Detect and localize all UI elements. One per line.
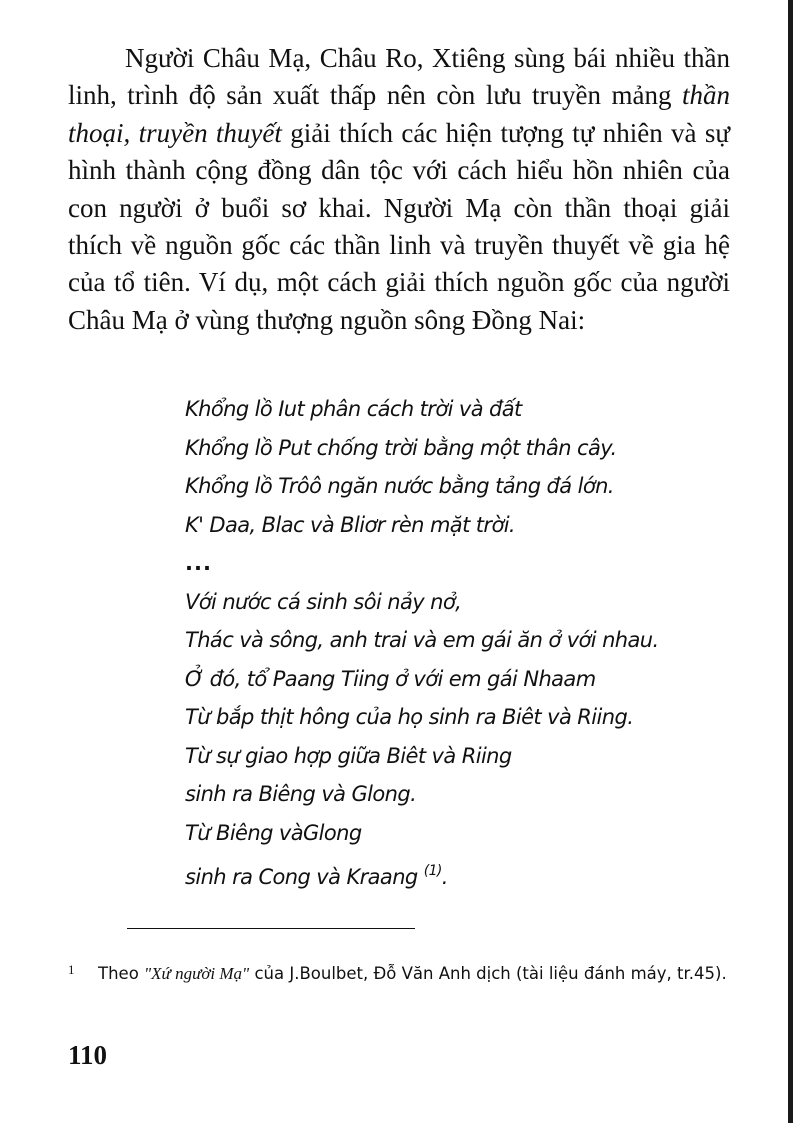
footnote-reference[interactable]: (1) xyxy=(423,863,442,879)
footnote-marker: 1 xyxy=(68,962,75,977)
poem-ellipsis: ... xyxy=(185,551,212,575)
poem-line: K' Daa, Blac và Bliơr rèn mặt trời. xyxy=(185,512,516,537)
paragraph-italic-phrase: thần thoại, truyền thuyết xyxy=(68,80,730,148)
poem-line: Khổng lồ Trôô ngăn nước bằng tảng đá lớn. xyxy=(185,474,614,498)
poem-last-line-end: . xyxy=(441,865,448,889)
footnote-text-start: Theo xyxy=(98,964,145,983)
paragraph-text-end: giải thích các hiện tượng tự nhiên và sự hình thành cộng đồng dân tộc với cách hiểu hồn nhiên của con người ở buổi sơ khai. Người Mạ còn thần thoại giải thích về nguồn gốc các thần linh và truyền thuyết về gia hệ của tổ tiên. Ví dụ, một cách giải thích nguồn gốc của người Châu Mạ ở vùng thượng nguồn sông Đồng Nai: xyxy=(68,117,731,335)
paragraph-text-start: Người Châu Mạ, Châu Ro, Xtiêng sùng bái nhiều thần linh, trình độ sản xuất thấp nên còn lưu truyền mảng xyxy=(68,43,730,111)
poem-last-line-text: sinh ra Cong và Kraang xyxy=(185,865,424,889)
poem-last-line xyxy=(185,852,725,897)
poem-line: Từ Biêng vàGlong xyxy=(185,820,362,845)
poem-line: Ở đó, tổ Paang Tiing ở với em gái Nhaam xyxy=(185,666,596,691)
page-edge-border xyxy=(788,0,793,1123)
poem-line: Thác và sông, anh trai và em gái ăn ở với nhau. xyxy=(185,628,659,652)
poem-line: Khổng lồ Iut phân cách trời và đất xyxy=(185,397,522,421)
poem-line: Từ bắp thịt hông của họ sinh ra Biêt và Riing. xyxy=(185,705,634,729)
poem-line: Từ sự giao hợp giữa Biêt và Riing xyxy=(185,743,512,768)
footnote-separator xyxy=(127,928,415,929)
page-number: 110 xyxy=(68,1040,108,1070)
poem-block xyxy=(185,390,725,897)
footnote-source-title: "Xứ người Mạ" xyxy=(144,964,250,983)
footnote-text-end: của J.Boulbet, Đỗ Văn Anh dịch (tài liệu đánh máy, tr.45). xyxy=(249,964,727,983)
poem-line: sinh ra Biêng và Glong. xyxy=(185,782,417,806)
body-paragraph xyxy=(68,40,730,339)
poem-line: Khổng lồ Put chống trời bằng một thân cây. xyxy=(185,435,617,460)
poem-line: Với nước cá sinh sôi nảy nở, xyxy=(185,589,462,614)
footnote xyxy=(68,960,730,987)
